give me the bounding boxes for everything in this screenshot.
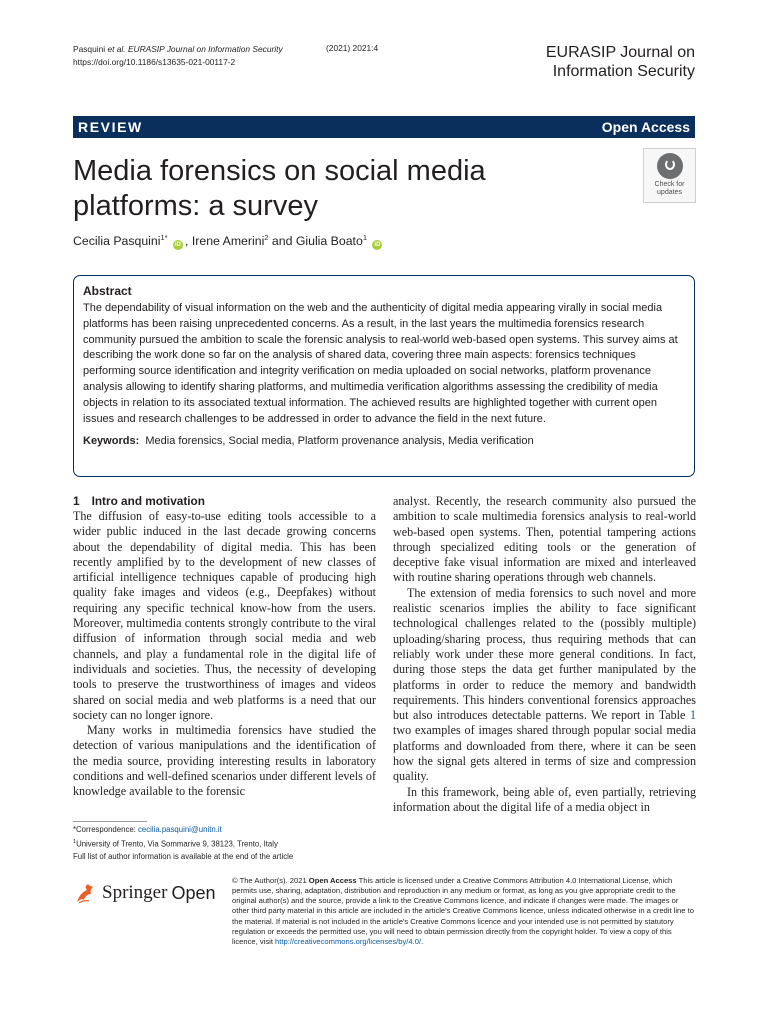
body-paragraph: [393, 586, 696, 785]
body-paragraph: In this framework, being able of, even partially, retrieving information about the digital life of a media object in: [393, 784, 696, 814]
article-title: [73, 154, 553, 224]
article-title-line1: Media forensics on social media: [73, 155, 486, 187]
affiliation-text: University of Trento, Via Sommarive 9, 38123, Trento, Italy: [76, 839, 278, 849]
license-url-link[interactable]: http://creativecommons.org/licenses/by/4.0/: [275, 936, 422, 946]
section-heading: [73, 494, 376, 509]
body-paragraph: Many works in multimedia forensics have studied the detection of various manipulations and the identification of the media source, providing interesting results in laboratory conditions and well-defined scenarios under different levels of knowledge available to the forensic: [73, 723, 376, 799]
article-title-line2: platforms: a survey: [73, 190, 318, 222]
author-info-note: Full list of author information is available at the end of the article: [73, 852, 294, 862]
header-journal: EURASIP Journal on Information Security: [125, 44, 283, 54]
springer-open-logo: [73, 878, 223, 908]
section-number: 1: [73, 494, 80, 508]
body-column-left: [73, 494, 376, 800]
body-paragraph: The diffusion of easy-to-use editing tools accessible to a wider public induced in the last decade growing concerns about the dependability of digital media. This has been recently amplified by to the development of new classes of artificial intelligence techniques capable of producing high quality fake images and videos (e.g., Deepfakes) without requiring any specific technical know-how from the users. Moreover, multimedia contents strongly contribute to the viral diffusion of information through social media and web channels, and play a fundamental role in the digital life of individuals and societies. Thus, the necessity of developing tools to preserve the trustworthiness of images and videos shared on social media and web platforms is a need that our society can no longer ignore.: [73, 509, 376, 722]
springer-horse-icon: [73, 881, 98, 906]
author-affiliation-sup: 1: [362, 233, 367, 242]
body-text: two examples of images shared through popular social media platforms and downloaded from there, where it can be seen how the signal gets altered in terms of size and compression quality.: [393, 723, 696, 784]
abstract-box: [73, 275, 695, 477]
license-body: This article is licensed under a Creative Commons Attribution 4.0 International License, which permits use, sharing, adaptation, distribution and reproduction in any medium or format, as long as you give appropriate credit to the original author(s) and the source, provide a link to the Creative Commons licence, and indicate if changes were made. The images or other third party material in this article are included in the article's Creative Commons licence, unless indicated otherwise in a credit line to the material. If material is not included in the article's Creative Commons licence and your intended use is not permitted by statutory regulation or exceeds the permitted use, you will need to obtain permission directly from the copyright holder. To view a copy of this licence, visit: [232, 876, 694, 946]
keywords: [83, 434, 685, 448]
author-affiliation-sup: 1*: [160, 233, 168, 242]
footnotes: [73, 824, 293, 863]
header-doi-link[interactable]: https://doi.org/10.1186/s13635-021-00117-2: [73, 56, 236, 67]
footnote-divider: [73, 821, 147, 822]
author-name: Cecilia Pasquini: [73, 234, 161, 248]
check-for-updates-line1: Check for: [654, 181, 685, 188]
author-name: , Irene Amerini: [185, 234, 265, 248]
header-year-volume: (2021) 2021:4: [326, 43, 379, 53]
table-reference-link[interactable]: 1: [689, 708, 696, 723]
journal-name-line1: EURASIP Journal on: [545, 44, 695, 61]
correspondence-note: [73, 824, 293, 836]
check-for-updates-button[interactable]: [643, 148, 696, 203]
check-for-updates-line2: updates: [657, 189, 682, 196]
orcid-icon[interactable]: iD: [175, 242, 182, 248]
section-title: Intro and motivation: [91, 494, 205, 508]
orcid-icon[interactable]: iD: [374, 242, 381, 248]
journal-name: [546, 43, 695, 81]
running-header: [73, 43, 283, 68]
license-open-access: Open Access: [308, 876, 357, 885]
affiliation-note: [73, 836, 293, 851]
correspondence-email-link[interactable]: cecilia.pasquini@unitn.it: [138, 825, 222, 834]
body-text: The extension of media forensics to such novel and more realistic scenarios implies the ability to face significant technological challenges related to the (possibly multiple) uploading/sharing process, thus requiring methods that can reliably work under these more general conditions. In fact, during those steps the data get further manipulated by the platforms in order to reduce the memory and bandwidth requirements. This hinders conventional forensics approaches but also introduces detectable patterns. We report in Table: [393, 585, 696, 723]
copyright-prefix: © The Author(s). 2021: [232, 876, 309, 885]
publisher-name: Springer: [102, 882, 168, 903]
header-authors: Pasquini: [73, 44, 108, 54]
check-for-updates-icon: [657, 153, 683, 179]
article-type-bar: [73, 116, 695, 138]
keywords-list: Media forensics, Social media, Platform provenance analysis, Media verification: [145, 435, 534, 448]
license-text: [232, 876, 697, 947]
journal-name-line2: Information Security: [552, 63, 695, 80]
correspondence-label: *Correspondence:: [73, 825, 139, 834]
abstract-text: The dependability of visual information on the web and the authenticity of digital media appearing virally in social media platforms has been raising unprecedented concerns. As a result, in the last years the multimedia forensics research community pursued the ambition to scale the forensic analysis to real-world web-based open systems. This survey aims at describing the work done so far on the analysis of shared data, covering three main aspects: forensics techniques performing source identification and integrity verification on media uploaded on social networks, platform provenance analysis allowing to identify sharing platforms, and multimedia verification algorithms assessing the credibility of media objects in relation to its associated textual information. The achieved results are highlighted together with current open issues and research challenges to be addressed in order to advance the field in the next future.: [83, 302, 678, 425]
author-name: and Giulia Boato: [268, 234, 363, 248]
keywords-label: Keywords:: [83, 435, 140, 448]
license-end: .: [421, 936, 424, 946]
open-access-label: Open Access: [601, 119, 690, 135]
publisher-open: Open: [171, 882, 216, 903]
article-type-label: REVIEW: [78, 119, 143, 135]
body-column-right: [393, 494, 696, 815]
author-list: [73, 233, 384, 250]
abstract-heading: Abstract: [83, 284, 132, 298]
affiliation-sup: 1: [73, 839, 77, 846]
body-paragraph: analyst. Recently, the research community also pursued the ambition to scale multimedia forensics analysis to real-world web-based open systems. Then, potential tampering actions through specialized editing tools or the generation of deceptive fake visual information are mixed and interleaved with routine sharing operations through web channels.: [393, 494, 696, 585]
header-et-al: et al.: [107, 44, 126, 54]
author-affiliation-sup: 2: [264, 233, 269, 242]
